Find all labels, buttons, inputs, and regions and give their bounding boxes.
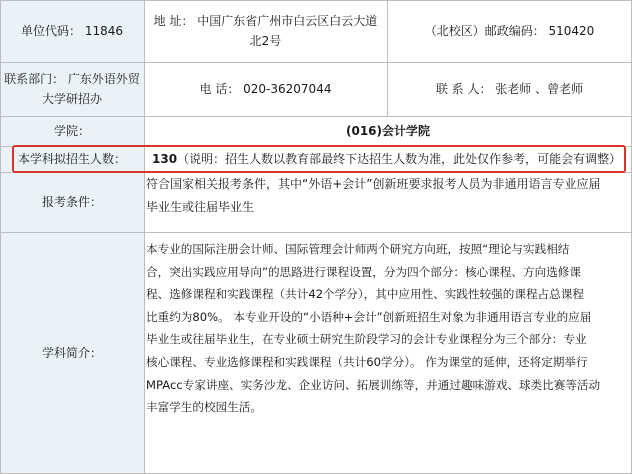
address-cell (144, 0, 387, 62)
college-label-cell (0, 116, 144, 146)
unit-code-cell (0, 0, 144, 62)
intro-line: MPAcc专家讲座、实务沙龙、企业访问、拓展训练等，并通过趣味游戏、球类比赛等活动 (146, 377, 601, 392)
intro-value-cell (144, 232, 632, 474)
postcode-cell (387, 0, 632, 62)
intro-label-cell (0, 232, 144, 474)
college-label: 学院： (53, 124, 90, 138)
intro-line: 合，突出实践应用导向”的思路进行课程设置，分为四个部分：核心课程、方向选修课 (146, 264, 581, 279)
grid-line (0, 0, 632, 1)
intro-line: 丰富学生的校园生活。 (146, 400, 262, 415)
grid-line (387, 0, 388, 116)
intro-line: 核心课程、专业选修课程和实践课程（共计60学分）。 作为课堂的延伸，还将定期举行 (146, 354, 588, 369)
intro-line: 毕业生或往届毕业生，在专业硕士研究生阶段学习的会计专业课程分为三个部分：专业 (146, 332, 587, 347)
enrollment-label: 本学科拟招生人数： (17, 152, 126, 166)
intro-label: 学科简介： (41, 346, 102, 360)
grid-line (0, 0, 1, 474)
conditions-label-cell (0, 172, 144, 232)
intro-line: 比重约为80%。 本专业开设的“小语种+会计”创新班招生对象为非通用语言专业的应届 (146, 309, 592, 324)
intro-line: 本专业的国际注册会计师、国际管理会计师两个研究方向班，按照“理论与实践相结 (146, 242, 570, 256)
college-value-cell (144, 116, 632, 146)
contact-text: 联 系 人： 张老师 、曾老师 (435, 82, 584, 96)
dept-line2: 大学研招办 (41, 92, 102, 106)
conditions-line: 符合国家相关报考条件，其中“外语+会计”创新班要求报考人员为非通用语言专业应届 (146, 177, 601, 191)
conditions-value-cell (144, 172, 632, 232)
phone-text: 电 话： 020-36207044 (199, 82, 332, 96)
intro-line: 程、选修课程和实践课程（共计42个学分），其中应用性、实践性较强的课程占总课程 (146, 287, 584, 302)
enrollment-count: 130 (152, 152, 178, 166)
grid-line (0, 62, 632, 63)
unit-code-text: 单位代码： 11846 (21, 24, 123, 38)
college-value: (016)会计学院 (345, 124, 431, 138)
phone-cell (144, 62, 387, 116)
address-line2: 北2号 (249, 34, 282, 48)
address-line1: 地 址： 中国广东省广州市白云区白云大道 (153, 14, 378, 28)
dept-cell (0, 62, 144, 116)
contact-cell (387, 62, 632, 116)
conditions-label: 报考条件： (41, 195, 102, 209)
postcode-text: （北校区）邮政编码： 510420 (424, 24, 595, 38)
enrollment-note: （说明：招生人数以教育部最终下达招生人数为准，此处仅作参考，可能会有调整） (177, 152, 622, 166)
dept-line1: 联系部门： 广东外语外贸 (4, 72, 140, 86)
grid-line (144, 0, 145, 474)
conditions-line: 毕业生或往届毕业生 (146, 200, 255, 214)
enrollment-highlight-box (12, 145, 626, 173)
grid-line (0, 116, 632, 117)
grid-line (0, 232, 632, 233)
